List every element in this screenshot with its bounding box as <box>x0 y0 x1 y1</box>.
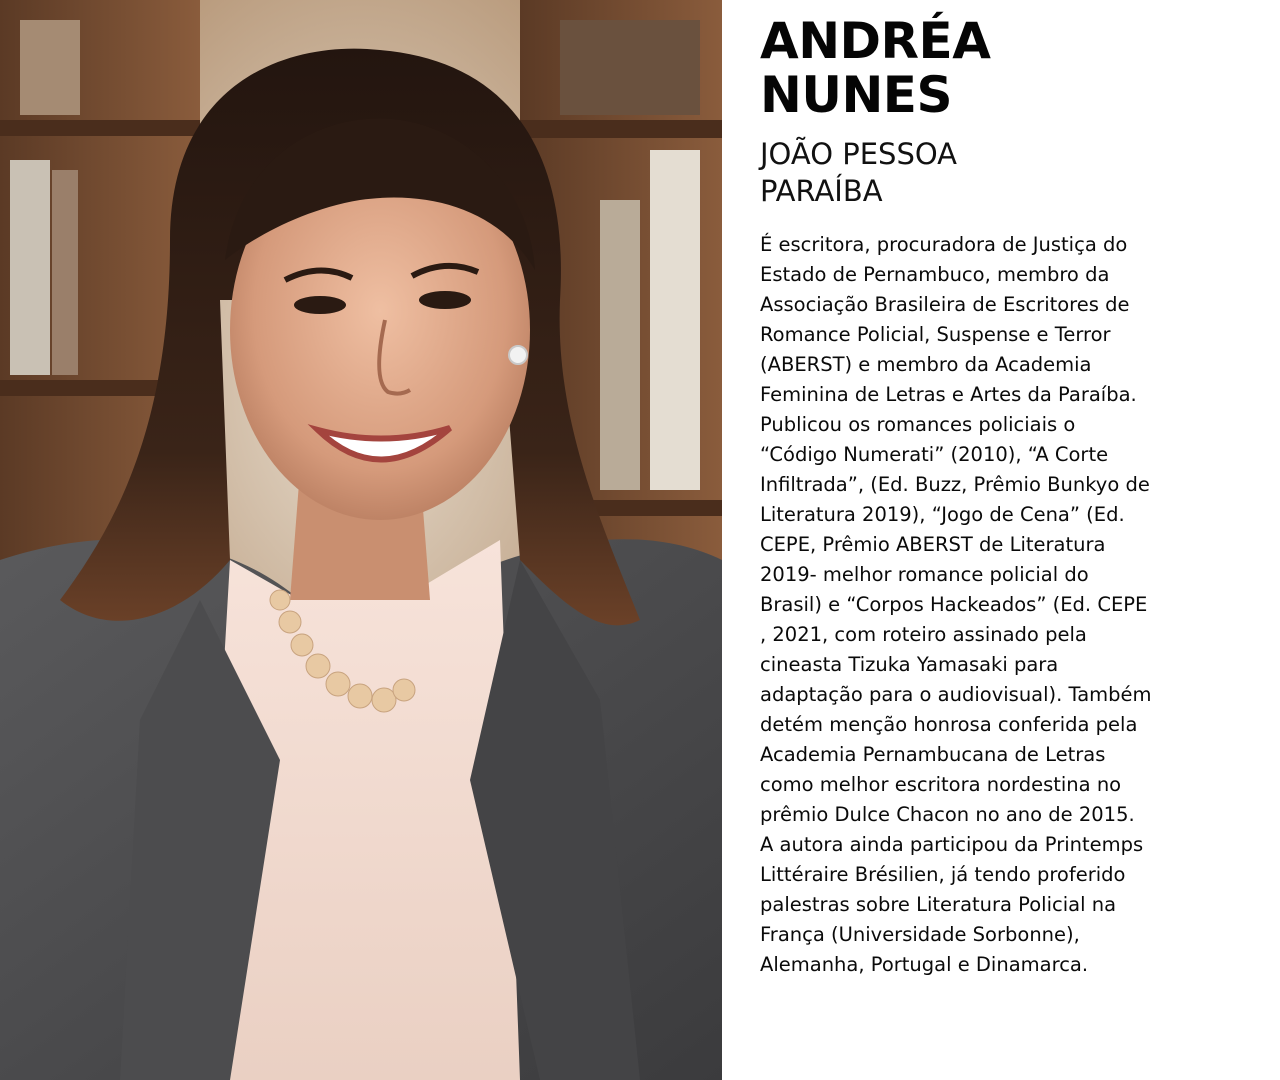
author-city: JOÃO PESSOA <box>760 137 958 171</box>
author-info <box>760 14 1260 980</box>
author-bio: É escritora, procuradora de Justiça do Estado de Pernambuco, membro da Associação Brasileira de Escritores de Romance Policial, Suspense e Terror (ABERST) e membro da Academia Feminina de Letras e Artes da Paraíba. Publicou os romances policiais o “Código Numerati” (2010), “A Corte Infiltrada”, (Ed. Buzz, Prêmio Bunkyo de Literatura 2019), “Jogo de Cena” (Ed. CEPE, Prêmio ABERST de Literatura 2019- melhor romance policial do Brasil) e “Corpos Hackeados” (Ed. CEPE , 2021, com roteiro assinado pela cineasta Tizuka Yamasaki para adaptação para o audiovisual). Também detém menção honrosa conferida pela Academia Pernambucana de Letras como melhor escritora nordestina no prêmio Dulce Chacon no ano de 2015. A autora ainda participou da Printemps Littéraire Brésilien, já tendo proferido palestras sobre Literatura Policial na França (Universidade Sorbonne), Alemanha, Portugal e Dinamarca. <box>760 233 1152 976</box>
author-location <box>760 136 1260 210</box>
author-name <box>760 14 1260 122</box>
author-last-name: NUNES <box>760 66 952 124</box>
author-first-name: ANDRÉA <box>760 12 991 70</box>
author-state: PARAÍBA <box>760 174 883 208</box>
